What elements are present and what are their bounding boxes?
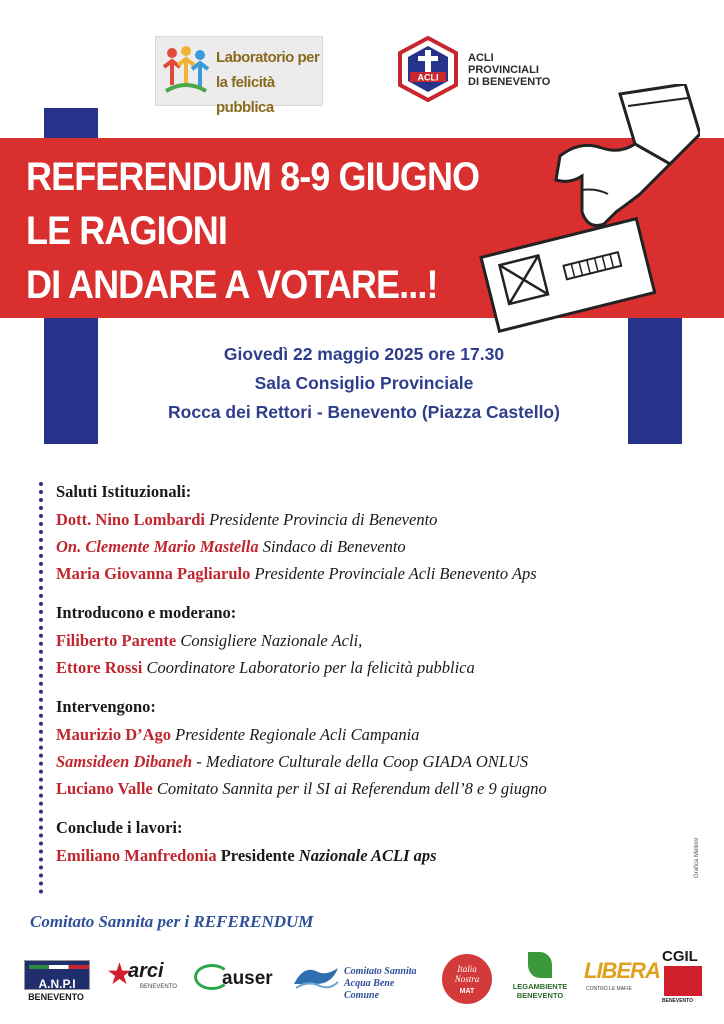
acqua-line: Comitato Sannita [344, 966, 417, 977]
intervengono-title: Intervengono: [56, 697, 156, 716]
laboratorio-logo-text: Laboratorio per la felicità pubblica [216, 49, 320, 116]
acli-line: PROVINCIALI [468, 64, 539, 76]
speaker-role: Coordinatore Laboratorio per la felicità pubblica [142, 658, 475, 677]
speaker-role: Presidente [216, 846, 299, 865]
arci-city: BENEVENTO [140, 984, 177, 990]
acqua-line: Acqua Bene Comune [344, 978, 395, 1001]
italia-line: Italia [457, 964, 477, 974]
anpi-abbr: A.N.P.I [38, 977, 76, 991]
speaker-row [56, 560, 706, 587]
italia-nostra-sub: MAT [459, 988, 475, 995]
libera-sub: CONTRO LE MAFIE [586, 986, 632, 992]
italia-nostra-logo [440, 946, 496, 1012]
speaker-name: Dott. Nino Lombardi [56, 510, 205, 529]
speaker-row [56, 627, 706, 654]
auser-logo [192, 946, 284, 1012]
acqua-text [344, 966, 428, 1002]
event-info [100, 340, 628, 427]
italian-flag-icon [29, 965, 89, 969]
ballot-hand-icon [470, 84, 700, 334]
speaker-name: Filiberto Parente [56, 631, 177, 650]
cgil-city: BENEVENTO [662, 998, 694, 1004]
people-icon [160, 43, 212, 101]
speaker-row [56, 721, 706, 748]
moderano-title: Introducono e moderano: [56, 603, 237, 622]
italia-nostra-text [442, 964, 492, 984]
speaker-role: - Mediatore Culturale della Coop GIADA ONLUS [192, 752, 529, 771]
libera-word [584, 958, 660, 984]
anpi-badge [24, 960, 90, 990]
legambiente-line: BENEVENTO [516, 991, 564, 1000]
cgil-word: CGIL [662, 948, 698, 965]
speaker-name: Ettore Rossi [56, 658, 143, 677]
legambiente-line: LEGAMBIENTE [512, 982, 568, 991]
speaker-role: Sindaco di Benevento [258, 537, 406, 556]
speaker-name: Samsideen Dibaneh [56, 752, 193, 771]
speaker-role: Comitato Sannita per il SI ai Referendum dell’8 e 9 giugno [152, 779, 547, 798]
speaker-name: Luciano Valle [56, 779, 153, 798]
conclude-title: Conclude i lavori: [56, 818, 183, 837]
banner-title [26, 150, 494, 312]
speaker-role: Consigliere Nazionale Acli, [176, 631, 363, 650]
speaker-role-italic: Nazionale ACLI aps [298, 846, 437, 865]
event-venue: Sala Consiglio Provinciale [254, 373, 474, 393]
cgil-logo [662, 946, 706, 1012]
anpi-logo [22, 946, 90, 1012]
acli-logo-icon [396, 36, 460, 102]
speaker-row [56, 654, 706, 681]
speaker-row [56, 775, 706, 802]
event-date-time: Giovedì 22 maggio 2025 ore 17.30 [223, 344, 505, 364]
speaker-name: Emiliano Manfredonia [56, 846, 217, 865]
saluti-title: Saluti Istituzionali: [56, 482, 192, 501]
speaker-name: On. Clemente Mario Mastella [56, 537, 259, 556]
legambiente-logo [504, 946, 576, 1012]
italia-line: Nostra [454, 974, 480, 984]
speaker-name: Maurizio D’Ago [56, 725, 172, 744]
cgil-red-box [664, 966, 702, 996]
star-icon: ★ [106, 958, 133, 991]
laboratorio-logo [155, 36, 323, 116]
event-location: Rocca dei Rettori - Benevento (Piazza Castello) [168, 402, 560, 422]
banner-title-line: DI ANDARE A VOTARE...! [26, 263, 438, 307]
speaker-row [56, 533, 706, 560]
arci-word: arci [128, 960, 164, 982]
wave-icon [292, 962, 340, 990]
arci-logo [106, 946, 182, 1012]
speaker-row [56, 506, 706, 533]
acli-logo-text: ACLI [417, 72, 439, 83]
libera-logo [582, 946, 660, 1012]
legambiente-text [504, 982, 576, 1000]
anpi-city: BENEVENTO [28, 992, 84, 1002]
auser-word: auser [222, 968, 273, 989]
leaf-icon [528, 952, 552, 978]
speaker-row [56, 842, 706, 869]
speaker-role: Presidente Provincia di Benevento [204, 510, 438, 529]
comitato-text: Comitato Sannita per i REFERENDUM [30, 912, 314, 931]
program [56, 478, 706, 869]
dotted-divider [39, 482, 49, 894]
speaker-row [56, 748, 706, 775]
banner-title-line: REFERENDUM 8-9 GIUGNO [26, 155, 480, 199]
acli-line: DI BENEVENTO [468, 76, 551, 88]
acli-provinciali-text [468, 52, 578, 88]
speaker-role: Presidente Regionale Acli Campania [171, 725, 420, 744]
libera-letters: LIBERA [584, 958, 660, 983]
banner-title-line: LE RAGIONI [26, 209, 228, 253]
acli-line: ACLI [468, 52, 494, 64]
speaker-role: Presidente Provinciale Acli Benevento Aps [250, 564, 537, 583]
design-credit: Grafica Melloni [694, 837, 700, 878]
speaker-name: Maria Giovanna Pagliarulo [56, 564, 251, 583]
acqua-bene-comune-logo [290, 946, 428, 1012]
